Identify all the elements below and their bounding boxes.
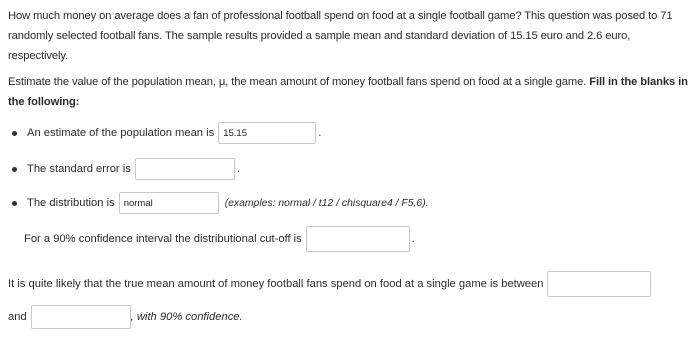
interval-upper-row — [8, 305, 243, 329]
interval-row — [8, 271, 651, 297]
period-text: . — [236, 163, 240, 175]
cutoff-input[interactable] — [306, 226, 410, 252]
question-intro: How much money on average does a fan of professional football spend on food at a single football game? This question was posed to 71 randomly selected football fans. The sample results provided a sample mean and standard deviation of 15.15 euro and 2.6 euro, respectively. — [8, 10, 673, 62]
estimate-label: An estimate of the population mean is — [27, 127, 215, 139]
task-paragraph — [8, 72, 692, 112]
task-text: Estimate the value of the population mean, μ, the mean amount of money football fans spend on food at a single game. — [8, 76, 587, 88]
confidence-text: , with 90% confidence. — [130, 311, 243, 323]
cutoff-row — [24, 226, 415, 252]
estimate-row — [12, 122, 321, 144]
period-text: . — [411, 233, 415, 245]
standard-error-label: The standard error is — [27, 163, 131, 175]
distribution-input[interactable] — [119, 192, 219, 214]
distribution-examples: (examples: normal / t12 / chisquare4 / F5,6). — [224, 197, 429, 209]
cutoff-label: For a 90% confidence interval the distributional cut-off is — [24, 233, 302, 245]
period-text: . — [318, 127, 322, 139]
standard-error-input[interactable] — [135, 158, 235, 180]
population-mean-estimate-input[interactable] — [218, 122, 316, 144]
bullet-icon — [12, 167, 17, 172]
task-instruction: Fill in the blanks in the following: — [8, 76, 688, 108]
bullet-icon — [12, 201, 17, 206]
interval-text: It is quite likely that the true mean amount of money football fans spend on food at a single game is between — [8, 278, 544, 290]
interval-upper-input[interactable] — [31, 305, 131, 329]
standard-error-row — [12, 158, 240, 180]
distribution-row — [12, 192, 429, 214]
bullet-icon — [12, 131, 17, 136]
interval-lower-input[interactable] — [547, 271, 651, 297]
and-label: and — [8, 311, 27, 323]
distribution-label: The distribution is — [27, 197, 115, 209]
